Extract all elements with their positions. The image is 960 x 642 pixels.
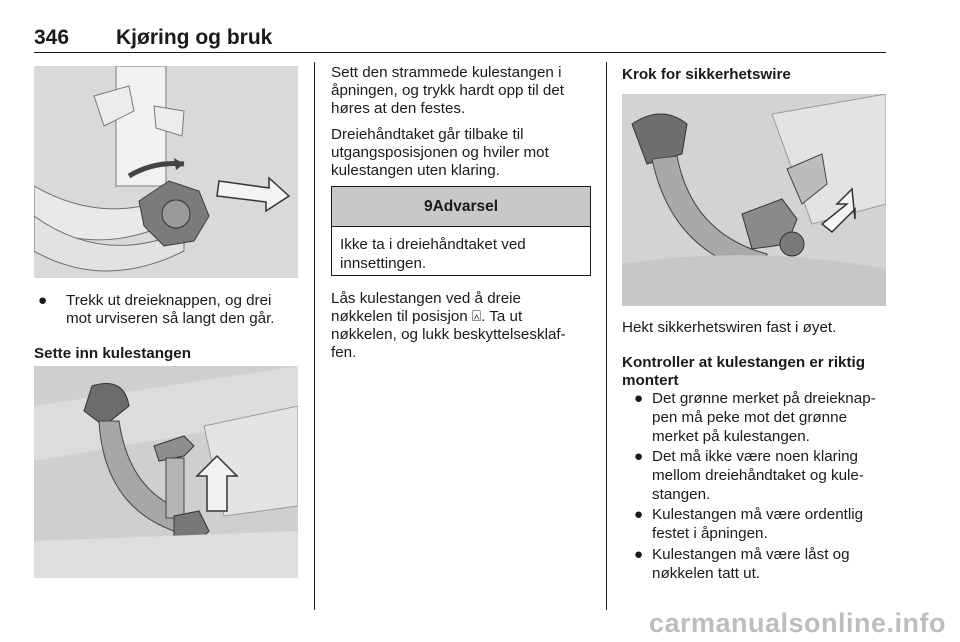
page-number: 346 bbox=[34, 26, 70, 49]
bullet-dot: ● bbox=[634, 390, 644, 407]
bullet-dot: ● bbox=[634, 546, 644, 563]
bullet-line: Det må ikke være noen klaring bbox=[652, 448, 858, 465]
bullet-line: festet i åpningen. bbox=[652, 525, 768, 542]
bullet-line: Kulestangen må være ordentlig bbox=[652, 506, 864, 523]
bullet-dot: ● bbox=[634, 506, 644, 523]
text-line: innsettingen. bbox=[340, 255, 427, 272]
text-line: Ikke ta i dreiehåndtaket ved bbox=[340, 236, 526, 253]
bullet-line: Trekk ut dreieknappen, og drei bbox=[66, 292, 272, 309]
section-heading-check bbox=[622, 354, 865, 390]
text-line: kulestangen uten klaring. bbox=[331, 162, 500, 179]
bullet-line: nøkkelen tatt ut. bbox=[652, 565, 761, 582]
ball-bar-insertion-illustration bbox=[34, 366, 298, 578]
text-line: nøkkelen til posisjon ⍓. Ta ut bbox=[331, 308, 523, 325]
paragraph-lock bbox=[331, 290, 566, 362]
warning-title: Advarsel bbox=[432, 198, 499, 215]
text-line: Sett den strammede kulestangen i bbox=[331, 64, 562, 81]
text-line: Dreiehåndtaket går tilbake til bbox=[331, 126, 524, 143]
text-line: høres at den festes. bbox=[331, 100, 466, 117]
bullet-dot: ● bbox=[38, 292, 48, 309]
bullet-line: mellom dreiehåndtaket og kule- bbox=[652, 467, 864, 484]
text-line: montert bbox=[622, 372, 679, 389]
bullet-line: Kulestangen må være låst og bbox=[652, 546, 850, 563]
warning-box bbox=[331, 186, 591, 276]
page-header bbox=[34, 22, 886, 53]
paragraph-wire: Hekt sikkerhetswiren fast i øyet. bbox=[622, 319, 837, 336]
text-line: fen. bbox=[331, 344, 357, 361]
column-divider-2 bbox=[606, 62, 607, 610]
text-line: Lås kulestangen ved å dreie bbox=[331, 290, 521, 307]
watermark: carmanualsonline.info bbox=[648, 608, 946, 638]
paragraph-handle bbox=[331, 126, 549, 180]
bullet-line: mot urviseren så langt den går. bbox=[66, 310, 275, 327]
bullet-line: stangen. bbox=[652, 486, 711, 503]
warning-body bbox=[332, 227, 590, 273]
column-divider-1 bbox=[314, 62, 315, 610]
text-line: åpningen, og trykk hardt opp til det bbox=[331, 82, 565, 99]
bullet-line: Det grønne merket på dreieknap- bbox=[652, 390, 876, 407]
section-heading-insert: Sette inn kulestangen bbox=[34, 345, 191, 362]
towbar-knob-illustration bbox=[34, 66, 298, 278]
safety-wire-hook-illustration bbox=[622, 94, 886, 306]
bullet-line: merket på kulestangen. bbox=[652, 428, 810, 445]
warning-header bbox=[332, 187, 590, 227]
text-line: nøkkelen, og lukk beskyttelsesklaf- bbox=[331, 326, 566, 343]
section-heading-wire-hook: Krok for sikkerhetswire bbox=[622, 66, 791, 83]
text-line: Kontroller at kulestangen er riktig bbox=[622, 354, 866, 371]
bullet-dot: ● bbox=[634, 448, 644, 465]
bullet-line: pen må peke mot det grønne bbox=[652, 409, 848, 426]
warning-icon: 9 bbox=[423, 198, 433, 215]
text-line: utgangsposisjonen og hviler mot bbox=[331, 144, 549, 161]
chapter-title: Kjøring og bruk bbox=[116, 26, 273, 49]
paragraph-insert bbox=[331, 64, 564, 118]
